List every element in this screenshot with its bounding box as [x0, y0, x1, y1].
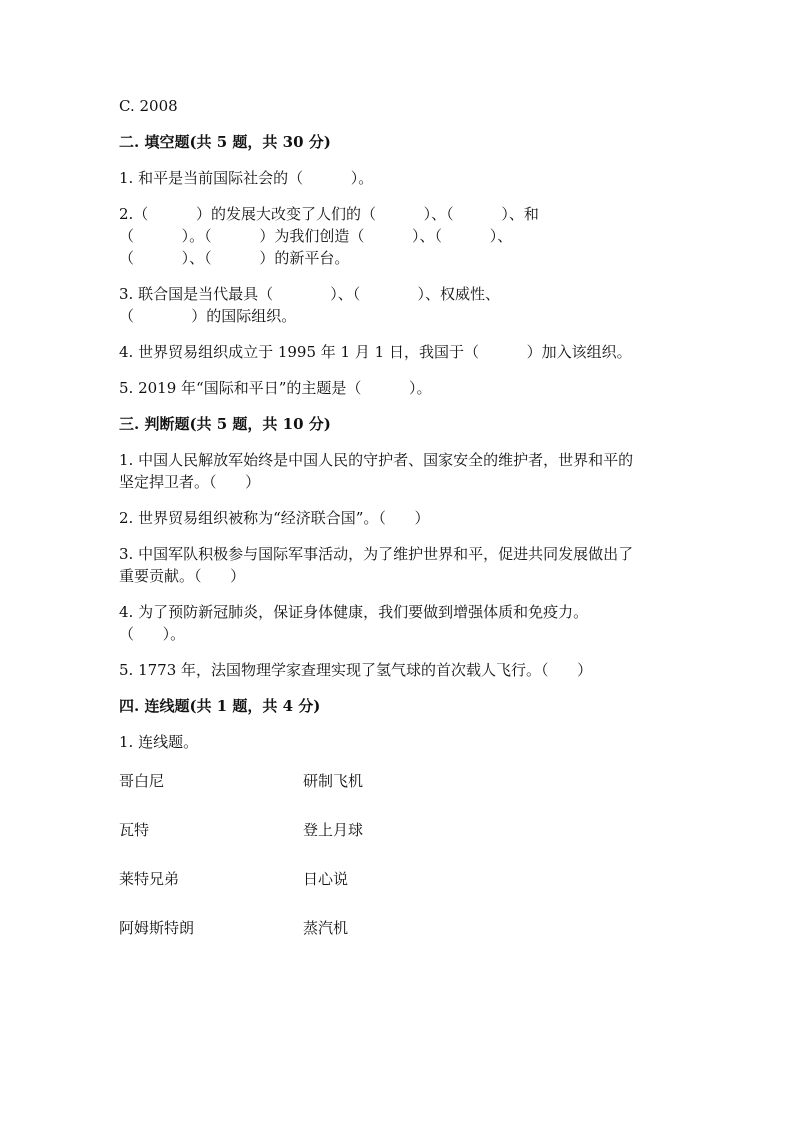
- matching-right-item: 蒸汽机: [303, 919, 349, 937]
- matching-left-item: 瓦特: [119, 821, 150, 839]
- true-false-question-4-line-2: （ ）。: [119, 625, 186, 643]
- section-matching-heading: 四. 连线题(共 1 题，共 4 分): [119, 697, 321, 715]
- fill-in-question-3-line-2: （ ）的国际组织。: [119, 307, 297, 325]
- fill-in-question-1: 1. 和平是当前国际社会的（ ）。: [119, 169, 374, 187]
- fill-in-question-2-line-2: （ ）。（ ）为我们创造（ ）、（ ）、: [119, 227, 513, 245]
- section-fill-in-heading: 二. 填空题(共 5 题，共 30 分): [119, 133, 331, 151]
- fill-in-question-4: 4. 世界贸易组织成立于 1995 年 1 月 1 日，我国于（ ）加入该组织。: [119, 343, 632, 361]
- fill-in-question-3-line-1: 3. 联合国是当代最具（ ）、（ ）、权威性、: [119, 285, 501, 303]
- true-false-question-1-line-1: 1. 中国人民解放军始终是中国人民的守护者、国家安全的维护者，世界和平的: [119, 451, 634, 469]
- true-false-question-2: 2. 世界贸易组织被称为“经济联合国”。（ ）: [119, 509, 430, 527]
- matching-left-item: 哥白尼: [119, 772, 165, 790]
- section-true-false-heading: 三. 判断题(共 5 题，共 10 分): [119, 415, 331, 433]
- fill-in-question-2-line-3: （ ）、（ ）的新平台。: [119, 249, 350, 267]
- fill-in-question-3: [119, 283, 679, 327]
- matching-pair-2: [119, 819, 679, 841]
- true-false-question-3-line-1: 3. 中国军队积极参与国际军事活动，为了维护世界和平，促进共同发展做出了: [119, 545, 634, 563]
- matching-left-item: 阿姆斯特朗: [119, 919, 195, 937]
- matching-right-item: 登上月球: [303, 821, 364, 839]
- worksheet-page: [119, 95, 679, 939]
- matching-right-item: 研制飞机: [303, 772, 364, 790]
- true-false-question-1: [119, 449, 679, 493]
- matching-pair-1: [119, 770, 679, 792]
- true-false-question-3-line-2: 重要贡献。（ ）: [119, 567, 246, 585]
- previous-option-c: C. 2008: [119, 97, 178, 115]
- true-false-question-4: [119, 601, 679, 645]
- matching-left-item: 莱特兄弟: [119, 870, 180, 888]
- true-false-question-4-line-1: 4. 为了预防新冠肺炎，保证身体健康，我们要做到增强体质和免疫力。: [119, 603, 589, 621]
- matching-pair-4: [119, 917, 679, 939]
- true-false-question-5: 5. 1773 年，法国物理学家查理实现了氢气球的首次载人飞行。（ ）: [119, 661, 593, 679]
- true-false-question-3: [119, 543, 679, 587]
- matching-pair-3: [119, 868, 679, 890]
- fill-in-question-5: 5. 2019 年“国际和平日”的主题是（ ）。: [119, 379, 432, 397]
- true-false-question-1-line-2: 坚定捍卫者。（ ）: [119, 473, 261, 491]
- matching-right-item: 日心说: [303, 870, 349, 888]
- fill-in-question-2-line-1: 2.（ ）的发展大改变了人们的（ ）、（ ）、和: [119, 205, 539, 223]
- matching-question-1: 1. 连线题。: [119, 733, 199, 751]
- fill-in-question-2: [119, 203, 679, 269]
